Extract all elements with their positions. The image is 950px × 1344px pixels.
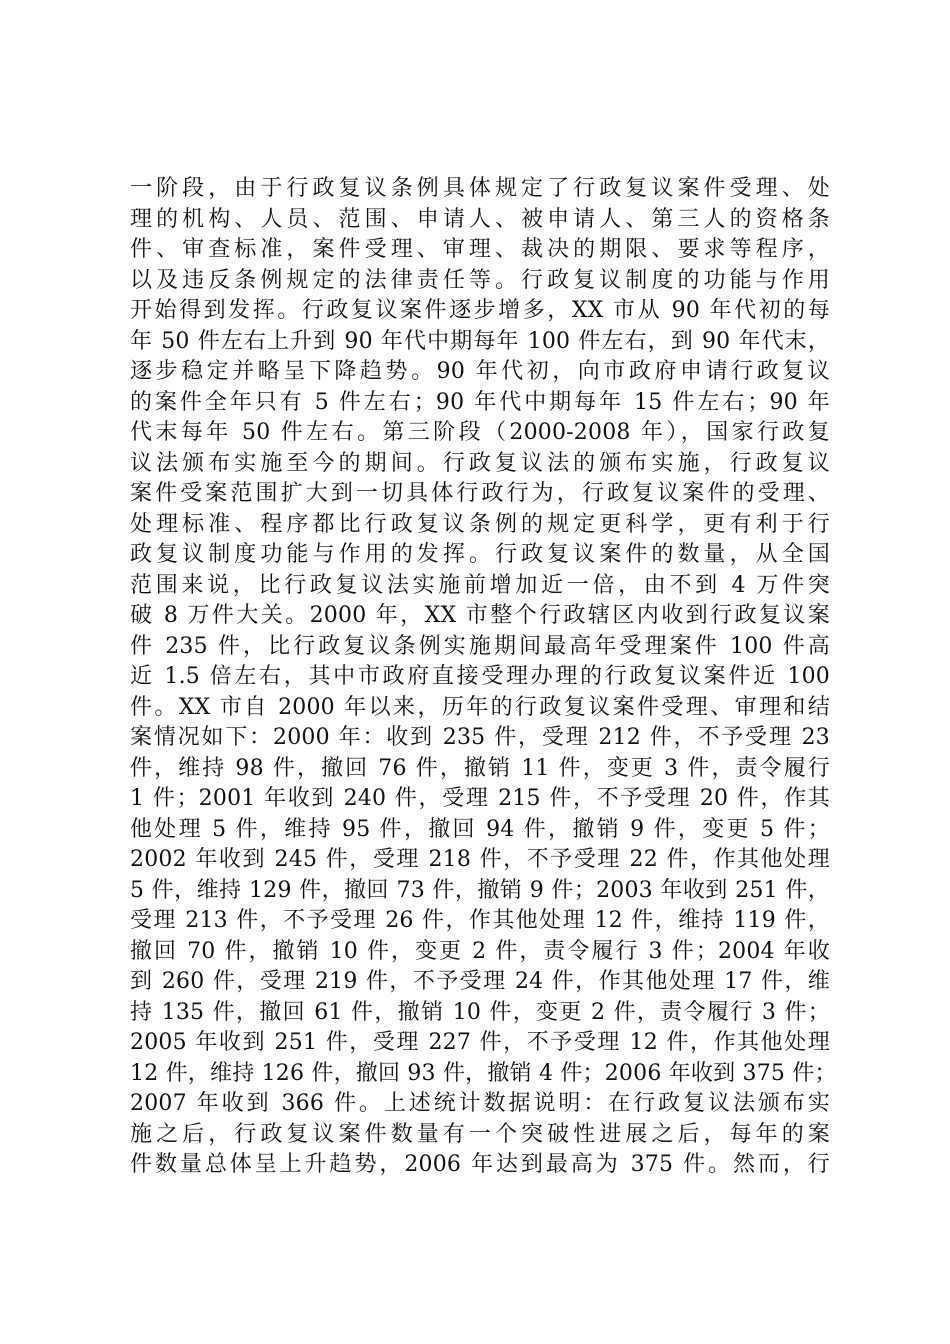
text-line: 受理 213 件，不予受理 26 件，作其他处理 12 件，维持 119 件， [130,908,830,933]
text-line: 年 50 件左右上升到 90 年代中期每年 100 件左右，到 90 年代末， [130,328,830,354]
body-paragraph [130,174,837,1181]
text-line: 2002 年收到 245 件，受理 218 件，不予受理 22 件，作其他处理 [130,847,830,872]
text-line: 2005 年收到 251 件，受理 227 件，不予受理 12 件，作其他处理 [130,1030,830,1055]
text-line: 政复议制度功能与作用的发挥。行政复议案件的数量，从全国 [130,542,830,567]
text-line: 件数量总体呈上升趋势，2006 年达到最高为 375 件。然而，行 [130,1152,830,1177]
text-line: 施之后，行政复议案件数量有一个突破性进展之后，每年的案 [130,1121,830,1147]
text-line: 件、审查标准，案件受理、审理、裁决的期限、要求等程序， [130,237,830,262]
text-line: 2007 年收到 366 件。上述统计数据说明：在行政复议法颁布实 [130,1091,830,1116]
text-line: 范围来说，比行政复议法实施前增加近一倍，由不到 4 万件突 [130,572,830,598]
text-line: 5 件，维持 129 件，撤回 73 件，撤销 9 件；2003 年收到 251 件， [130,877,830,903]
text-line: 他处理 5 件，维持 95 件，撤回 94 件，撤销 9 件，变更 5 件； [130,816,830,842]
text-line: 理的机构、人员、范围、申请人、被申请人、第三人的资格条 [130,206,830,232]
text-line: 持 135 件，撤回 61 件，撤销 10 件，变更 2 件，责令履行 3 件； [130,999,830,1025]
text-line: 近 1.5 倍左右，其中市政府直接受理办理的行政复议案件近 100 [130,664,830,689]
text-line: 案情况如下：2000 年：收到 235 件，受理 212 件，不予受理 23 [130,725,830,750]
text-line: 到 260 件，受理 219 件，不予受理 24 件，作其他处理 17 件，维 [130,969,830,994]
text-line: 件 235 件，比行政复议条例实施期间最高年受理案件 100 件高 [130,633,830,659]
text-line: 12 件，维持 126 件，撤回 93 件，撤销 4 件；2006 年收到 375 件； [130,1060,837,1086]
text-line: 代末每年 50 件左右。第三阶段（2000-2008 年），国家行政复 [130,420,830,445]
text-line: 1 件；2001 年收到 240 件，受理 215 件，不予受理 20 件，作其 [130,786,830,811]
text-line: 处理标准、程序都比行政复议条例的规定更科学，更有利于行 [130,511,830,537]
text-line: 件。XX 市自 2000 年以来，历年的行政复议案件受理、审理和结 [130,694,830,720]
text-line: 破 8 万件大关。2000 年，XX 市整个行政辖区内收到行政复议案 [130,603,830,628]
text-line: 撤回 70 件，撤销 10 件，变更 2 件，责令履行 3 件；2004 年收 [130,938,830,964]
text-line: 以及违反条例规定的法律责任等。行政复议制度的功能与作用 [130,267,830,293]
text-line: 议法颁布实施至今的期间。行政复议法的颁布实施，行政复议 [130,450,830,476]
text-line: 的案件全年只有 5 件左右；90 年代中期每年 15 件左右；90 年 [130,389,830,415]
text-line: 案件受案范围扩大到一切具体行政行为，行政复议案件的受理、 [130,481,830,506]
text-line: 一阶段，由于行政复议条例具体规定了行政复议案件受理、处 [130,176,830,201]
text-line: 开始得到发挥。行政复议案件逐步增多，XX 市从 90 年代初的每 [130,298,830,323]
text-line: 逐步稳定并略呈下降趋势。90 年代初，向市政府申请行政复议 [130,359,830,384]
text-line: 件，维持 98 件，撤回 76 件，撤销 11 件，变更 3 件，责令履行 [130,755,830,781]
